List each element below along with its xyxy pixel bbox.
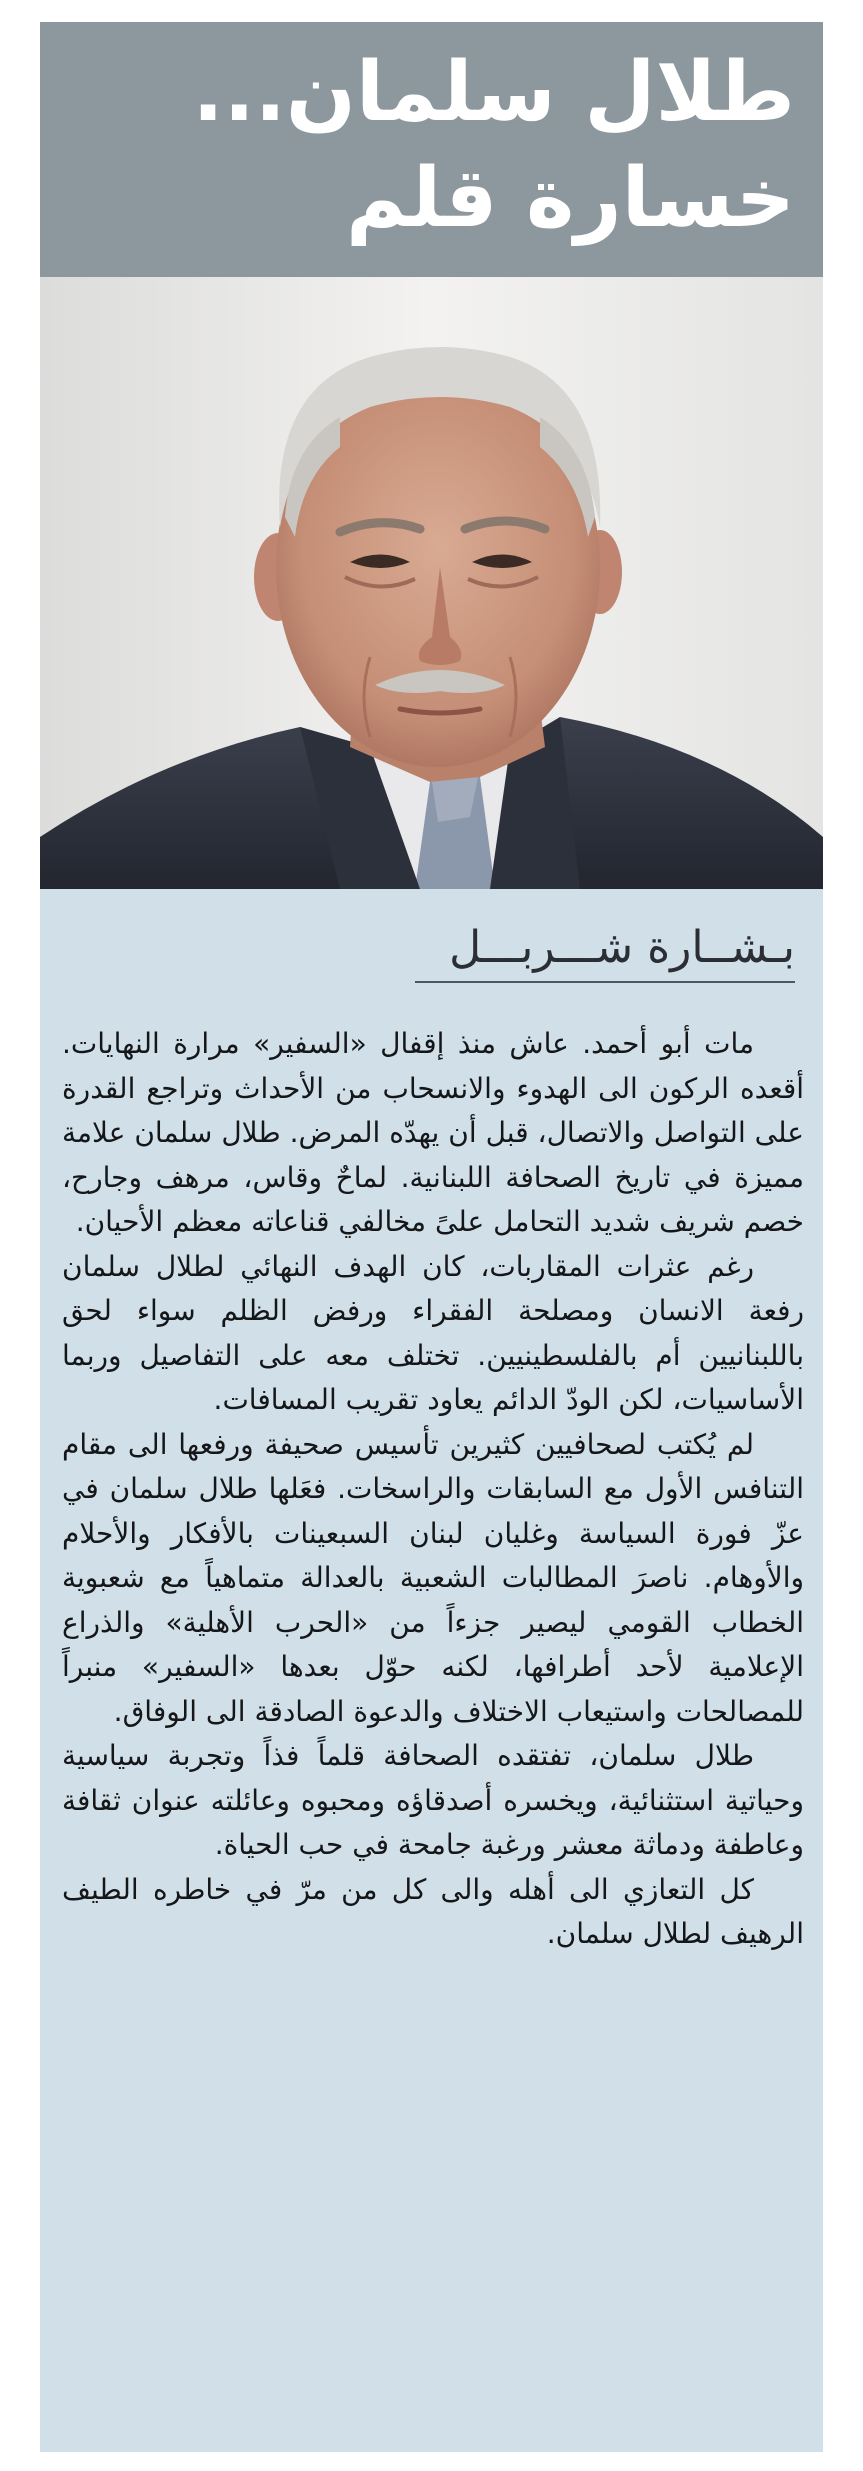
- byline-block: [415, 922, 795, 983]
- author-byline: بـشــارة شـــربـــل: [449, 922, 795, 973]
- paragraph-1: مات أبو أحمد. عاش منذ إقفال «السفير» مرارة النهايات. أقعده الركون الى الهدوء والانسحاب من الأحداث وتراجع القدرة على التواصل والاتصال، قبل أن يهدّه المرض. طلال سلمان علامة مميزة في تاريخ الصحافة اللبنانية. لماحٌ وقاس، مرهف وجارح، خصم شريف شديد التحامل علىً مخالفي قناعاته معظم الأحيان.: [62, 1027, 804, 1238]
- paragraph-2: رغم عثرات المقاربات، كان الهدف النهائي لطلال سلمان رفعة الانسان ومصلحة الفقراء ورفض الظلم سواء لحق باللبنانيين أم بالفلسطينيين. تختلف معه على التفاصيل وربما الأساسيات، لكن الودّ الدائم يعاود تقريب المسافات.: [62, 1249, 804, 1416]
- paragraph-3: لم يُكتب لصحافيين كثيرين تأسيس صحيفة ورفعها الى مقام التنافس الأول مع السابقات والراسخات. فعَلها طلال سلمان في عزّ فورة السياسة وغليان لبنان السبعينات بالأفكار والأحلام والأوهام. ناصرَ المطالبات الشعبية بالعدالة متماهياً مع شعبوية الخطاب القومي ليصير جزءاً من «الحرب الأهلية» والذراع الإعلامية لأحد أطرافها، لكنه حوّل بعدها «السفير» منبراً للمصالحات واستيعاب الاختلاف والدعوة الصادقة الى الوفاق.: [62, 1427, 804, 1728]
- paragraph-5: كل التعازي الى أهله والى كل من مرّ في خاطره الطيف الرهيف لطلال سلمان.: [62, 1872, 804, 1950]
- headline-line-1: طلال سلمان...: [192, 45, 795, 140]
- article-body: [62, 1022, 804, 1957]
- article-column: [40, 22, 823, 2452]
- headline-line-2: خسارة قلم: [346, 151, 795, 246]
- headline-box: [40, 22, 823, 277]
- portrait-photo: [40, 277, 823, 889]
- paragraph-4: طلال سلمان، تفتقده الصحافة قلماً فذاً وتجربة سياسية وحياتية استثنائية، ويخسره أصدقاؤه ومحبوه وعائلته عنوان ثقافة وعاطفة ودماثة معشر ورغبة جامحة في حب الحياة.: [62, 1739, 804, 1861]
- portrait-illustration: [40, 277, 823, 889]
